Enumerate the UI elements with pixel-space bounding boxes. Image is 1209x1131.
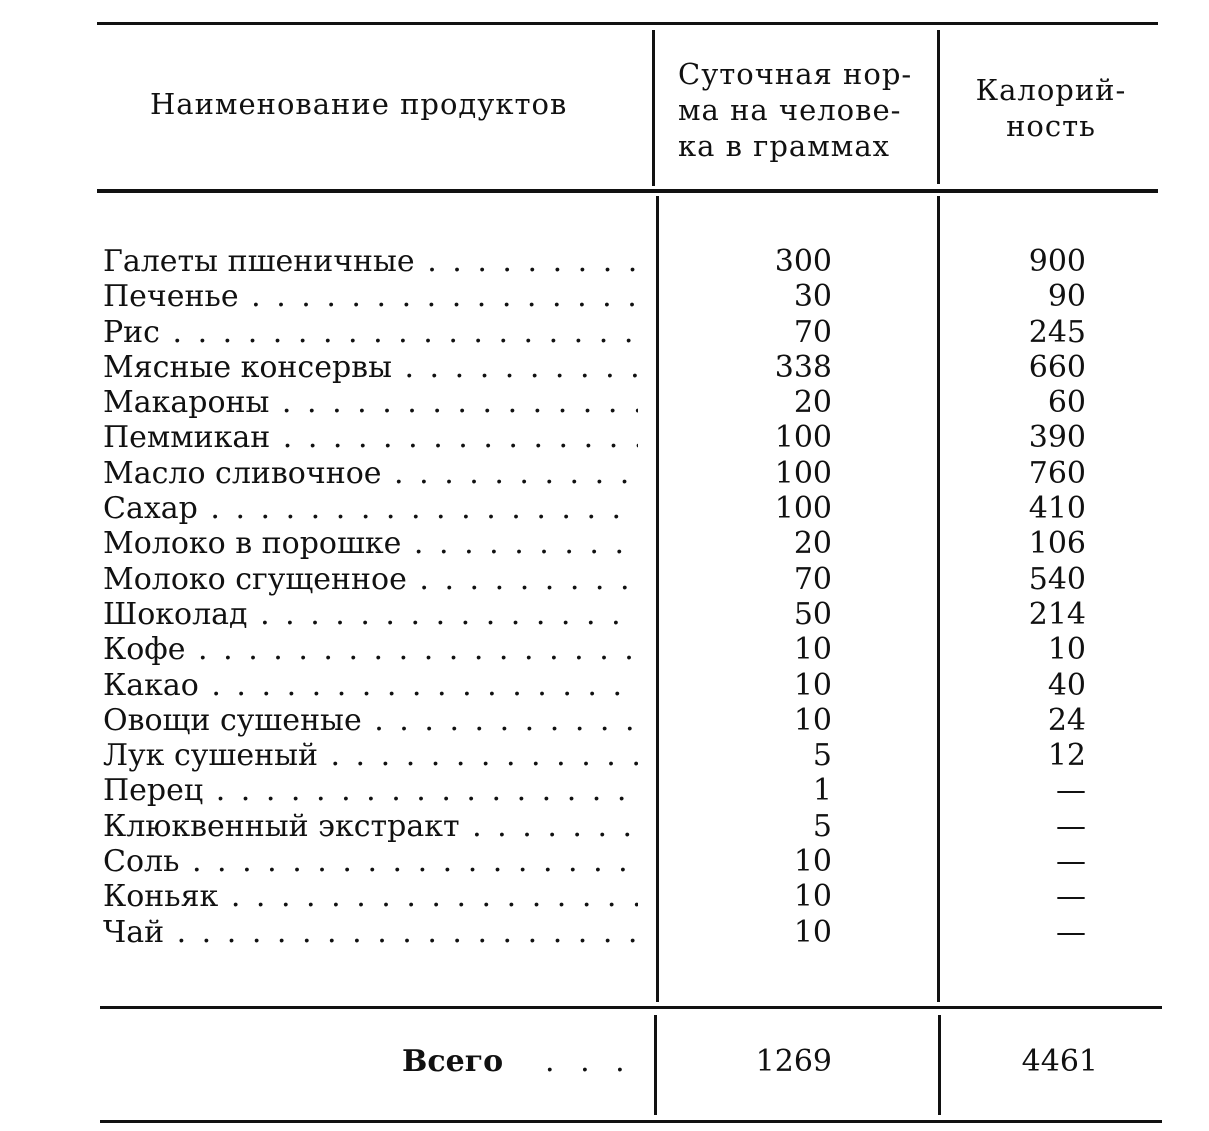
total-leader-dots: . . . xyxy=(545,1044,633,1079)
product-name: Кофе . . . xyxy=(103,632,638,667)
daily-norm-value: 300 xyxy=(774,244,832,279)
calorie-value: 24 xyxy=(1047,702,1086,738)
header-bottom-rule xyxy=(97,189,1158,193)
calorie-value: 410 xyxy=(1028,491,1086,527)
daily-norm-value: 1 xyxy=(812,773,832,809)
daily-norm-value: 10 xyxy=(793,879,832,915)
table-row xyxy=(0,738,1209,773)
calorie-value: 214 xyxy=(1028,596,1086,632)
calorie-value: 540 xyxy=(1028,561,1086,597)
calorie-value: 12 xyxy=(1047,738,1086,774)
daily-norm-value: 20 xyxy=(793,526,832,562)
table-row xyxy=(0,668,1209,703)
daily-norm-value: 10 xyxy=(793,702,832,738)
daily-norm-value: 10 xyxy=(793,667,832,703)
total-label: Всего xyxy=(402,1044,504,1079)
total-divider-2 xyxy=(938,1015,941,1115)
daily-norm-value: 338 xyxy=(774,349,832,385)
total-divider-1 xyxy=(654,1015,657,1115)
calorie-value: 900 xyxy=(1028,244,1086,279)
daily-norm-value: 5 xyxy=(812,808,832,844)
calorie-value: — xyxy=(1056,808,1086,844)
calorie-value: — xyxy=(1056,914,1086,950)
daily-norm-value: 30 xyxy=(793,279,832,315)
table-row xyxy=(0,879,1209,914)
product-name: Соль . . . xyxy=(103,844,638,879)
table-body xyxy=(0,244,1209,950)
daily-norm-value: 10 xyxy=(793,914,832,950)
daily-norm-value: 100 xyxy=(774,455,832,491)
header-daily-norm-line: Суточная нор- xyxy=(678,57,913,91)
calorie-value: 245 xyxy=(1028,314,1086,350)
table-row xyxy=(0,491,1209,526)
daily-norm-value: 5 xyxy=(812,738,832,774)
product-name: Коньяк . . . xyxy=(103,879,638,914)
product-name: Какао . . . xyxy=(103,668,638,703)
table-top-rule xyxy=(97,22,1158,25)
product-name: Молоко в порошке . . . xyxy=(103,526,638,561)
header-divider-1 xyxy=(652,30,655,186)
header-daily-norm xyxy=(678,56,928,164)
header-divider-2 xyxy=(937,30,940,184)
table-row xyxy=(0,562,1209,597)
calorie-value: 40 xyxy=(1047,667,1086,703)
product-name: Молоко сгущенное . . . xyxy=(103,562,638,597)
calorie-value: — xyxy=(1056,773,1086,809)
total-daily-norm: 1269 xyxy=(755,1044,832,1079)
product-name: Чай . . . xyxy=(103,915,638,950)
product-name: Клюквенный экстракт . . . xyxy=(103,809,638,844)
table-row xyxy=(0,773,1209,808)
header-daily-norm-line: ка в граммах xyxy=(678,129,890,163)
table-row xyxy=(0,809,1209,844)
calorie-value: — xyxy=(1056,879,1086,915)
total-calories: 4461 xyxy=(1021,1044,1098,1079)
table-row xyxy=(0,350,1209,385)
daily-norm-value: 10 xyxy=(793,632,832,668)
product-name: Овощи сушеные . . . xyxy=(103,703,638,738)
daily-norm-value: 10 xyxy=(793,844,832,880)
table-row xyxy=(0,244,1209,279)
daily-norm-value: 70 xyxy=(793,314,832,350)
table-row xyxy=(0,703,1209,738)
product-name: Масло сливочное . . . xyxy=(103,456,638,491)
header-daily-norm-line: ма на челове- xyxy=(678,93,902,127)
daily-norm-value: 20 xyxy=(793,385,832,421)
calorie-value: 90 xyxy=(1047,279,1086,315)
calorie-value: 760 xyxy=(1028,455,1086,491)
calorie-value: 660 xyxy=(1028,349,1086,385)
product-name: Печенье . . . xyxy=(103,279,638,314)
calorie-value: 106 xyxy=(1028,526,1086,562)
daily-norm-value: 50 xyxy=(793,596,832,632)
table-row xyxy=(0,844,1209,879)
header-product-name: Наименование продуктов xyxy=(150,87,568,121)
header-calories-line: ность xyxy=(1006,109,1096,143)
table-row xyxy=(0,315,1209,350)
table-row xyxy=(0,526,1209,561)
product-name: Перец . . . xyxy=(103,773,638,808)
daily-norm-value: 100 xyxy=(774,420,832,456)
table-row xyxy=(0,632,1209,667)
table-row xyxy=(0,456,1209,491)
table-row xyxy=(0,597,1209,632)
product-name: Галеты пшеничные . . . xyxy=(103,244,638,279)
calorie-value: 60 xyxy=(1047,385,1086,421)
calorie-value: 390 xyxy=(1028,420,1086,456)
header-calories xyxy=(944,72,1158,144)
header-calories-line: Калорий- xyxy=(975,73,1127,107)
table-row xyxy=(0,915,1209,950)
table-row xyxy=(0,420,1209,455)
table-bottom-rule xyxy=(100,1120,1162,1123)
product-name: Мясные консервы . . . xyxy=(103,350,638,385)
table-row xyxy=(0,279,1209,314)
product-name: Сахар . . . xyxy=(103,491,638,526)
product-name: Пеммикан . . . xyxy=(103,420,638,455)
product-name: Шоколад . . . xyxy=(103,597,638,632)
daily-norm-value: 70 xyxy=(793,561,832,597)
product-name: Рис . . . xyxy=(103,315,638,350)
table-row xyxy=(0,385,1209,420)
product-name: Лук сушеный . . . xyxy=(103,738,638,773)
total-top-rule xyxy=(100,1006,1162,1009)
product-name: Макароны . . . xyxy=(103,385,638,420)
calorie-value: 10 xyxy=(1047,632,1086,668)
calorie-value: — xyxy=(1056,844,1086,880)
daily-norm-value: 100 xyxy=(774,491,832,527)
